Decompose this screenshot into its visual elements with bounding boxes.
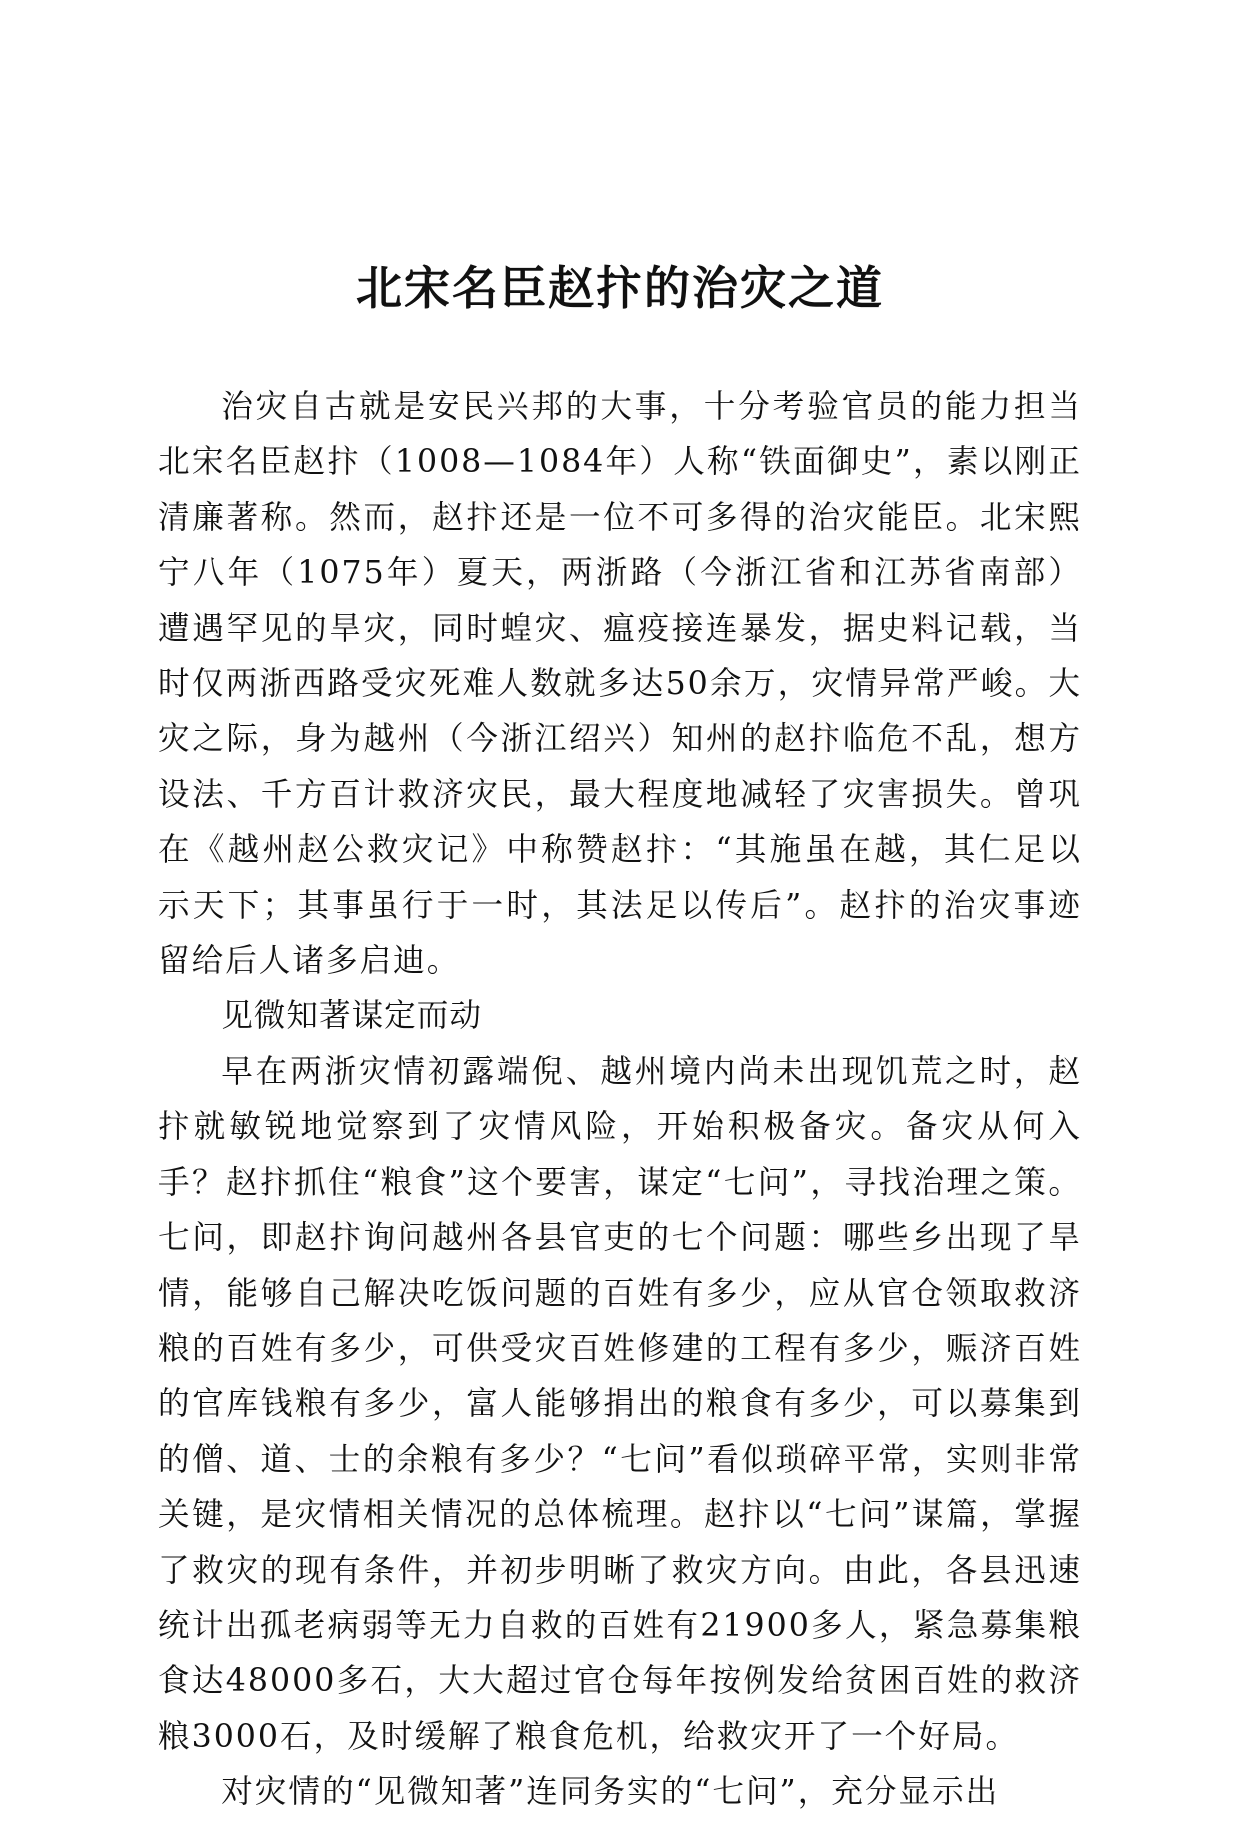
intro-paragraph: 治灾自古就是安民兴邦的大事，十分考验官员的能力担当北宋名臣赵抃（1008—1084年）人称“铁面御史”，素以刚正清廉著称。然而，赵抃还是一位不可多得的治灾能臣。北宋熙宁八年（1075年）夏天，两浙路（今浙江省和江苏省南部）遭遇罕见的旱灾，同时蝗灾、瘟疫接连暴发，据史料记载，当时仅两浙西路受灾死难人数就多达50余万，灾情异常严峻。大灾之际，身为越州（今浙江绍兴）知州的赵抃临危不乱，想方设法、千方百计救济灾民，最大程度地减轻了灾害损失。曾巩在《越州赵公救灾记》中称赞赵抃：“其施虽在越，其仁足以示天下；其事虽行于一时，其法足以传后”。赵抃的治灾事迹留给后人诸多启迪。 (158, 389, 1082, 980)
document-title: 北宋名臣赵抃的治灾之道 (356, 261, 884, 315)
section-paragraph: 早在两浙灾情初露端倪、越州境内尚未出现饥荒之时，赵抃就敏锐地觉察到了灾情风险，开始积极备灾。备灾从何入手？赵抃抓住“粮食”这个要害，谋定“七问”，寻找治理之策。七问，即赵抃询问越州各县官吏的七个问题：哪些乡出现了旱情，能够自己解决吃饭问题的百姓有多少，应从官仓领取救济粮的百姓有多少，可供受灾百姓修建的工程有多少，赈济百姓的官库钱粮有多少，富人能够捐出的粮食有多少，可以募集到的僧、道、士的余粮有多少？“七问”看似琐碎平常，实则非常关键，是灾情相关情况的总体梳理。赵抃以“七问”谋篇，掌握了救灾的现有条件，并初步明晰了救灾方向。由此，各县迅速统计出孤老病弱等无力自救的百姓有21900多人，紧急募集粮食达48000多石，大大超过官仓每年按例发给贫困百姓的救济粮3000石，及时缓解了粮食危机，给救灾开了一个好局。 (158, 1053, 1082, 1755)
document-body (158, 380, 1082, 1821)
section-heading: 见微知著谋定而动 (221, 998, 482, 1035)
section-paragraph: 对灾情的“见微知著”连同务实的“七问”，充分显示出 (221, 1774, 1000, 1811)
